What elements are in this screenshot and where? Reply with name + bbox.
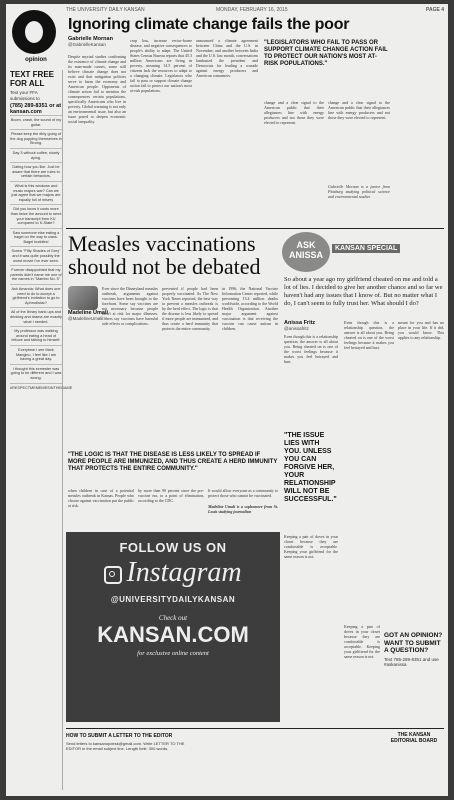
tff-title: TEXT FREE FOR ALL (10, 70, 55, 88)
article2-headline: Measles vaccinations should not be debated (68, 231, 261, 279)
newspaper-page (6, 4, 448, 796)
ask-pullquote: "THE ISSUE LIES WITH YOU. UNLESS YOU CAN FORGIVE HER, YOUR RELATIONSHIP WILL NOT BE SUCCESSFUL." (284, 432, 337, 503)
instagram-ad[interactable] (66, 532, 280, 722)
ask-question: So about a year ago my girlfriend cheated on me and told a lot of lies. I decided to give her another chance and so far we haven't had any issues that I know of. But no matter what I do, I can't seem to fully trust her. What should I do? (284, 276, 443, 307)
ask-anissa-badge (282, 232, 330, 272)
opinion-o-icon (12, 10, 56, 54)
section-divider (66, 228, 444, 229)
article2-pullquote: "THE LOGIC IS THAT THE DISEASE IS LESS LIKELY TO SPREAD IF MORE PEOPLE ARE IMMUNIZED, AND THUS CREATE A HERD IMMUNITY THAT PROTECTS THE ENTIRE COMMUNITY." (68, 452, 278, 472)
tff-item: Dating how you like. Just be aware that there are rules to certain behaviors. (10, 162, 62, 181)
submit-body: Text 785-289-8351 and use #askanissa (384, 656, 439, 667)
text-free-for-all-column (10, 70, 73, 790)
submit-question-box (384, 632, 446, 668)
ask-col5: Keeping a pair of doves in your closet because they are comfortable is acceptable. Keeping your girlfriend for the same reason is not. (344, 624, 380, 659)
instagram-wordmark: Instagram (126, 557, 242, 588)
article1-col1: Despite myriad studies confirming the existence of climate change and its man-made causes, some still believe climate change does not exist and that mitigation policies serve to harm the economy and American people. Opponents of climate action fail to mention the consequences certain populations, specifically Americans who live in poverty. Global warming is not only an environmental issue, but also an issue posed to deepen economic social inequality. (68, 54, 126, 124)
ask-byline (284, 320, 344, 331)
instagram-handle[interactable]: @UNIVERSITYDAILYKANSAN (110, 595, 236, 604)
tff-item: Boom, crash, the sound of my guitar. (10, 115, 62, 129)
footer-body: Send letters to kansanopdesk@gmail.com. Write LETTER TO THE EDITOR in the email subject line. Length limit: 300 words. (66, 741, 185, 751)
page-number: PAGE 4 (426, 7, 444, 13)
tff-item: I thought this semester was going to be different and I was wrong. (10, 364, 62, 383)
editorial-board-title: THE KANSAN EDITORIAL BOARD (390, 732, 438, 744)
tff-item: Saw someone else eating a bagel on the way to class. Bagel buddies! (10, 228, 62, 247)
ask-col3: meant for you and has no place in your life. If it did, you would know. This applies to any relationship. (398, 320, 444, 340)
article1-byline (68, 36, 128, 47)
article1-col3: announced a climate agreement between China and the U.S. in November, and another between India and the U.S. last month, conversations lambasted the president and Democrats for leading a crusade against energy producers and American consumers. (196, 38, 258, 78)
instagram-icon (104, 566, 122, 584)
anissa-label: ANISSA (288, 250, 323, 260)
kansan-special-tag: KANSAN SPECIAL (332, 244, 400, 253)
instagram-wordmark-row (66, 557, 280, 589)
page-header-strip (66, 7, 444, 14)
article1-col2: crop loss, increase vector-borne disease, and negative consequences to people's ability to adapt. The United States Census Bureau reports that 45.3 million Americans are living in poverty, meaning 14.5 percent of citizens lack the resources to adapt to a changing climate. Legislators who fail to pass or support climate change action fail to protect our nation's most at-risk populations. (130, 38, 192, 93)
tff-item: All of the library bank ups and drinking and drama are exactly what I needed. (10, 307, 62, 326)
checkout-text: Check out (158, 614, 188, 622)
footer-title: HOW TO SUBMIT A LETTER TO THE EDITOR (66, 733, 173, 739)
submit-title: GOT AN OPINION? WANT TO SUBMIT A QUESTION? (384, 632, 443, 654)
article2-col3: in 1996, the National Vaccine Information Center reported, while preventing 13.4 million deaths worldwide, according to the World Health Organization. Another major argument against vaccination is that receiving the vaccine can cause autism in children. (222, 286, 278, 331)
ask-author: Anissa Fritz (284, 320, 316, 326)
article2-bio: Madeline Umali is a sophomore from St. Louis studying journalism (208, 504, 278, 514)
article2-handle: @MadelineUmali (68, 316, 103, 321)
tff-item: Forever disappointed that my parents didn't name me one of the names in "Mambo No. 5" (10, 265, 62, 284)
tff-phone: (785) 289-8351 or at kansan.com (10, 103, 62, 115)
tff-item: Ask Amanda: What does one need to do to accept a girlfriend's invitation to go to Aphrodisiac? (10, 284, 62, 307)
article2-col2b: by more than 90 percent since the pre-vaccine era, to a point of elimination, according to the CDC. (138, 488, 204, 503)
tff-item: Everytime I see Mark Mangino, I feel like I am having a great day. (10, 345, 62, 364)
tff-item: Please keep the dirty going of the dog popping themselves in Strong. (10, 129, 62, 148)
ask-handle: @anissafritz (284, 326, 309, 331)
masthead-text: THE UNIVERSITY DAILY KANSAN (66, 7, 145, 13)
article1-pullquote: "LEGISLATORS WHO FAIL TO PASS OR SUPPORT CLIMATE CHANGE ACTION FAIL TO PROTECT OUR NATION'S MOST AT-RISK POPULATIONS." (264, 40, 388, 67)
date-text: MONDAY, FEBRUARY 16, 2015 (216, 7, 288, 13)
article2-col1: Ever since the Disneyland measles outbreak, arguments against vaccines have been brought to the forefront. Some say vaccines are not necessary because people aren't at risk for major illnesses. Others say vaccines have harmful side effects or complications. (102, 286, 158, 326)
opinion-logo (12, 10, 60, 66)
tff-item: #RESPECTMEMEMESINTHEGAME (10, 383, 62, 393)
article2-col2: prevented if people had been properly vaccinated. As The New York Times reported, the best way to prevent a measles outbreak is by the herd effect. The logic is that the disease is less likely to spread if more people are immunized, and thus create a herd immunity that protects the entire community. (162, 286, 218, 331)
tff-item: Did you know it costs more than twice the amount to send your transcript from KU compared to K-State? (10, 204, 62, 227)
exclusive-text: for exclusive online content (137, 650, 209, 657)
article1-headline: Ignoring climate change fails the poor (68, 16, 350, 33)
ask-col2: Even though this is a relationship question, the answer is all about you. Being cheated on is one of the worst feelings because it makes you feel betrayed and hurt. (344, 320, 394, 350)
tff-item: What is this windows and music majors war? Can we just agree that we majors are equally full of misery (10, 181, 62, 204)
ask-col4: Keeping a pair of doves in your closet because they are comfortable is acceptable. Keeping your girlfriend for the same reason is not. (284, 534, 338, 559)
section-label: opinion (25, 57, 47, 63)
article2-col1b: when children in case of a potential measles outbreak in Kansas. People who choose against vaccination put the public at risk. (68, 488, 134, 508)
article1-handle: @GabrielleKansan (68, 42, 106, 47)
article2-col3b: It would allow everyone as a community to protect those who cannot be vaccinated. (208, 488, 278, 498)
ask-col1: Even though this is a relationship question, the answer is all about you. Being cheated on is one of the worst feelings because it makes you feel betrayed and hurt. (284, 334, 338, 364)
tff-cta: Text your FFA submissions to (10, 90, 40, 101)
article1-bio: Gabrielle Mornan is a junior from Pittsburg studying political science and environmental studies (328, 184, 390, 199)
tff-item: Screw "Fifty Shades of Grey" and it was quite possibly the worst movie I've ever seen. (10, 246, 62, 265)
article1-col5: change and a clear signal to the American public that their allegiances line with energy producers and not those they were elected to represent. (328, 100, 390, 120)
tff-item: My professor was walking around eating a head of lettuce and talking to himself. (10, 326, 62, 345)
tff-list (10, 115, 73, 392)
article1-col4: change and a clear signal to the American public that their allegiances line with energy producers and not those they were elected to represent. (264, 100, 324, 125)
ask-label: ASK (296, 240, 316, 250)
follow-us-text: FOLLOW US ON (119, 540, 227, 555)
kansan-site[interactable]: KANSAN.COM (97, 622, 249, 647)
tff-item: Day 3 without coffee, slowly dying. (10, 148, 62, 162)
article1-author: Gabrielle Mornan (68, 36, 113, 42)
article2-author-photo (68, 286, 98, 310)
article2-author: Madeline Umali (68, 310, 109, 316)
